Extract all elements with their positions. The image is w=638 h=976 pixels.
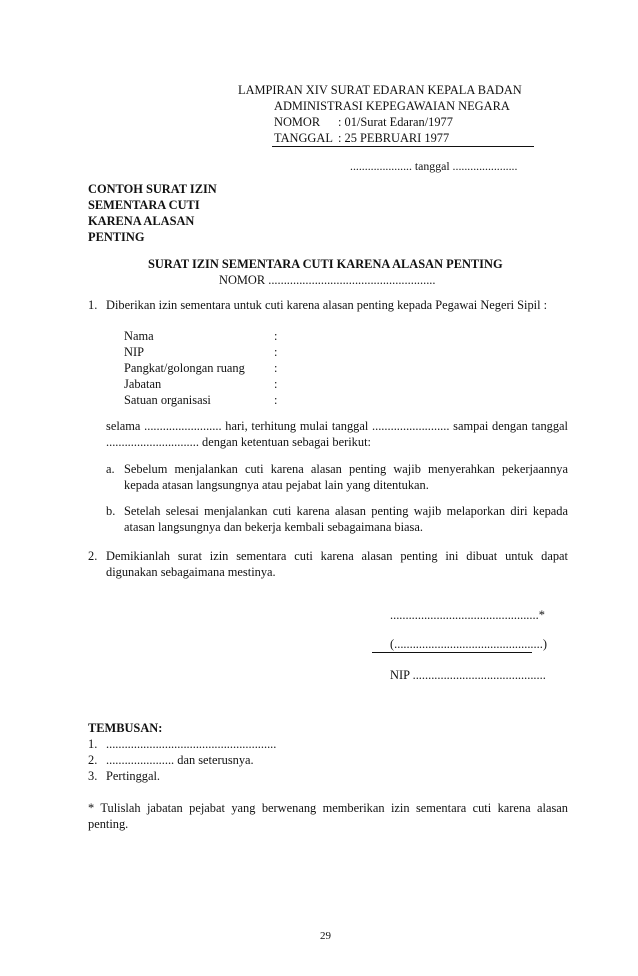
item-2-line-1: Demikianlah surat izin sementara cuti karena alasan penting ini dibuat untuk dapat [106,549,568,563]
cc-item-text: ....................................................... [106,737,277,751]
sub-b-mark: b. [106,504,116,518]
cc-item-text: Pertinggal. [106,769,161,783]
footnote-line-1: * Tulislah jabatan pejabat yang berwenang memberikan izin sementara cuti karena alasan [88,801,568,815]
field-separator: : [274,393,278,407]
sub-a-mark: a. [106,462,115,476]
header-tanggal-label: TANGGAL [274,131,333,145]
item-1-number: 1. [88,298,98,312]
cc-item-number: 3. [88,769,98,783]
cc-item-number: 1. [88,737,98,751]
sub-b-line-1: Setelah selesai menjalankan cuti karena alasan penting wajib melaporkan diri kepada [124,504,568,518]
cc-item-text: ...................... dan seterusnya. [106,753,254,767]
letter-number: NOMOR ...................................................... [219,273,436,287]
item-1-text: Diberikan izin sementara untuk cuti karena alasan penting kepada Pegawai Negeri Sipil : [106,298,548,312]
sub-b-line-2: atasan langsungnya dan bekerja kembali sebagaimana biasa. [124,520,423,534]
header-nomor-label: NOMOR [274,115,321,129]
field-label-pangkat: Pangkat/golongan ruang [124,361,245,375]
signature-line [372,652,532,653]
field-label-nama: Nama [124,329,154,343]
signature-nip: NIP ........................................... [390,668,546,682]
sub-a-line-1: Sebelum menjalankan cuti karena alasan penting wajib menyerahkan pekerjaannya [124,462,568,476]
example-label-line-3: KARENA ALASAN [88,214,195,228]
sub-a-line-2: kepada atasan langsungnya atau pejabat lain yang ditentukan. [124,478,429,492]
field-label-jabatan: Jabatan [124,377,162,391]
item-2-number: 2. [88,549,98,563]
period-line-2: .............................. dengan ketentuan sebagai berikut: [106,435,371,449]
header-line-2: ADMINISTRASI KEPEGAWAIAN NEGARA [274,99,510,113]
page-number: 29 [320,930,331,942]
example-label-line-1: CONTOH SURAT IZIN [88,182,217,196]
cc-item-number: 2. [88,753,98,767]
letter-title: SURAT IZIN SEMENTARA CUTI KARENA ALASAN PENTING [148,257,503,271]
header-line-1: LAMPIRAN XIV SURAT EDARAN KEPALA BADAN [238,83,522,97]
example-label-line-4: PENTING [88,230,145,244]
field-separator: : [274,329,278,343]
header-underline [272,146,534,147]
field-label-nip: NIP [124,345,144,359]
cc-title: TEMBUSAN: [88,721,163,735]
example-label-line-2: SEMENTARA CUTI [88,198,200,212]
field-separator: : [274,345,278,359]
field-separator: : [274,377,278,391]
signature-position: ................................................* [390,608,545,622]
header-tanggal-value: : 25 PEBRUARI 1977 [338,131,450,145]
field-label-satuan-organisasi: Satuan organisasi [124,393,211,407]
period-line-1: selama ......................... hari, terhitung mulai tanggal ......................... sampai dengan tanggal [106,419,568,433]
item-2-line-2: digunakan sebagaimana mestinya. [106,565,276,579]
header-nomor-value: : 01/Surat Edaran/1977 [338,115,453,129]
footnote-line-2: penting. [88,817,129,831]
field-separator: : [274,361,278,375]
signature-name: (................................................) [390,637,547,651]
date-line: ..................... tanggal ...................... [350,159,518,173]
